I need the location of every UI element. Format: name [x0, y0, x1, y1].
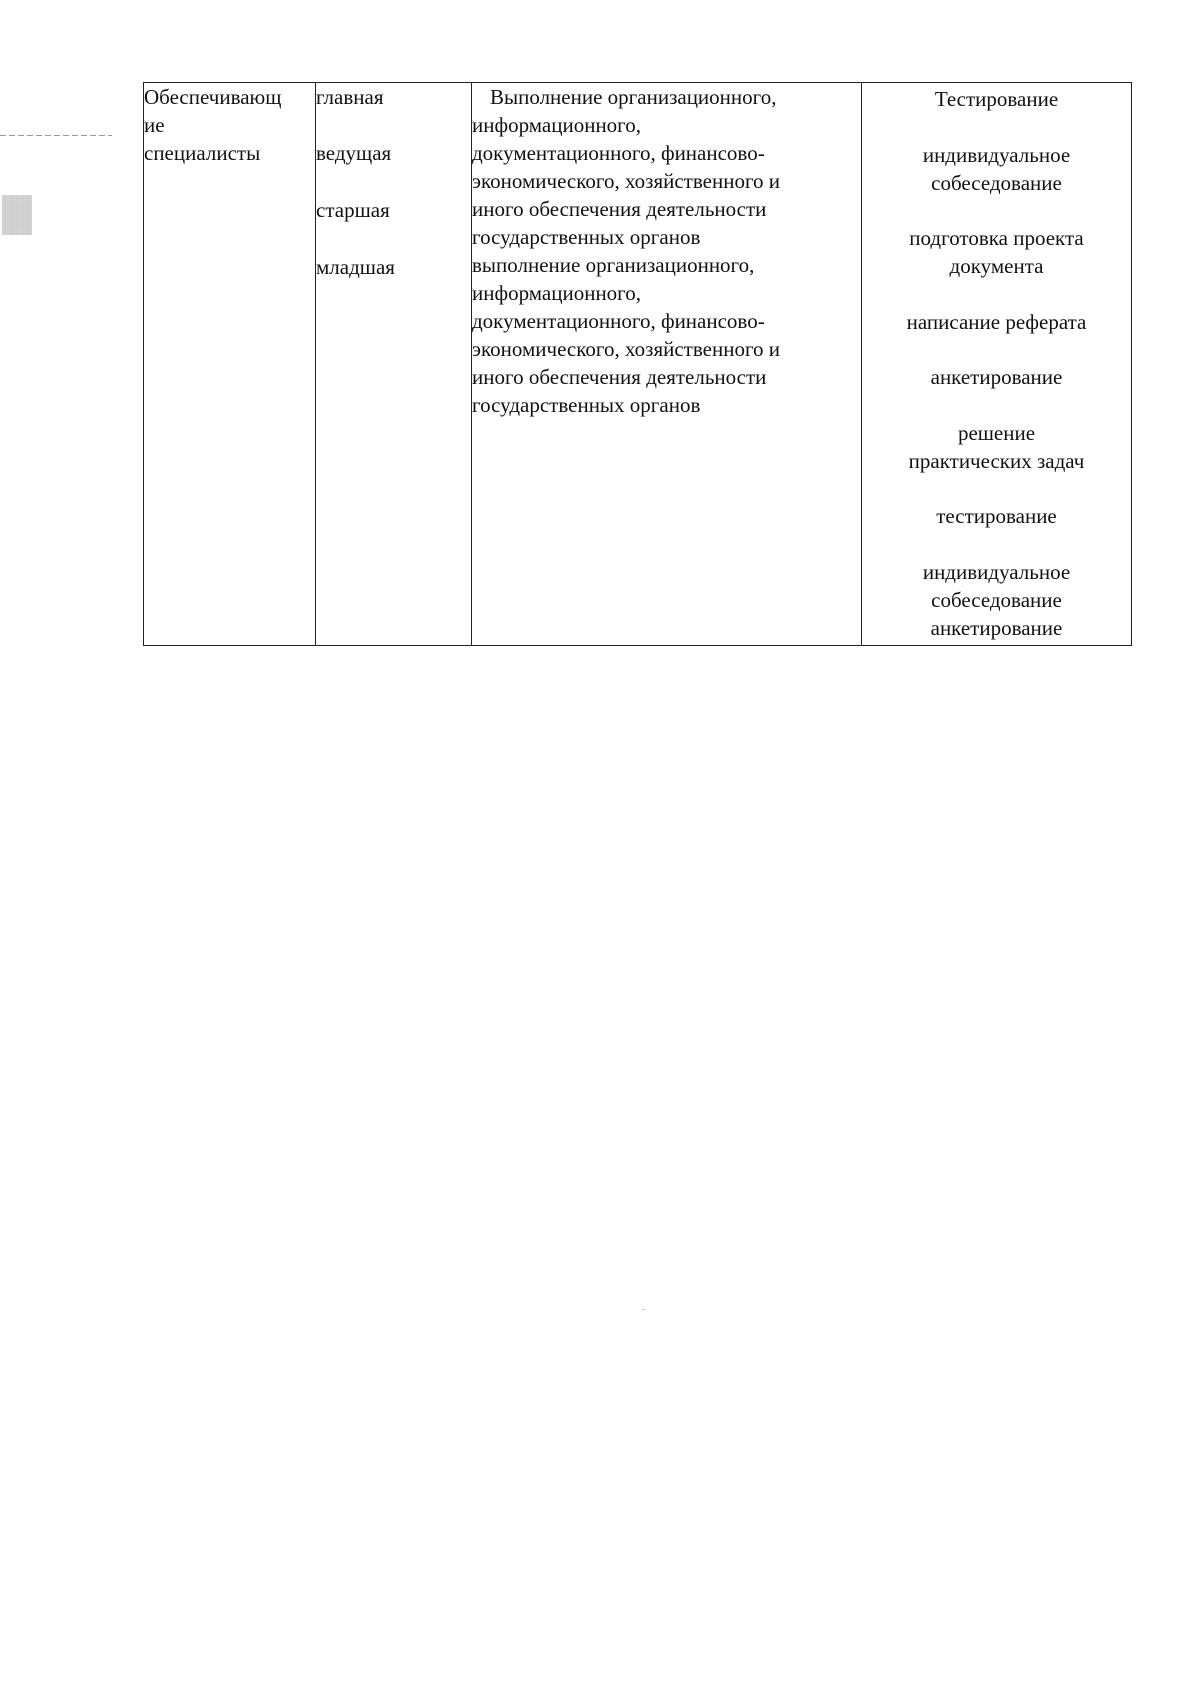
method-item: решение практических задач	[908, 421, 1085, 473]
method-item: анкетирование	[930, 365, 1063, 389]
scan-artifact-line	[0, 135, 112, 136]
group-leading: ведущая	[316, 141, 392, 165]
qualification-table	[143, 82, 1132, 646]
method-item: подготовка проекта документа	[909, 226, 1084, 278]
scan-artifact-speck	[642, 1309, 645, 1310]
method-item: написание реферата	[906, 310, 1087, 334]
position-groups-cell	[316, 83, 472, 646]
group-senior: старшая	[316, 198, 390, 222]
scan-artifact-dots	[2, 195, 32, 235]
category-text-line: Обеспечивающ	[144, 85, 282, 109]
duty-text: Выполнение организационного, информационного, документационного, финансово- экономического, хозяйственного и иного обеспечения деятельности государственных органов	[472, 85, 781, 249]
table-row	[144, 83, 1132, 646]
method-item: Тестирование	[934, 87, 1059, 111]
category-cell	[144, 83, 316, 646]
category-text-line: ие	[144, 113, 165, 137]
duty-text: выполнение организационного, информационного, документационного, финансово- экономического, хозяйственного и иного обеспечения деятельности государственных органов	[472, 253, 781, 417]
duties-cell	[472, 83, 862, 646]
assessment-methods-cell	[862, 83, 1132, 646]
method-item: индивидуальное собеседование анкетирование	[922, 560, 1071, 640]
method-item: тестирование	[936, 504, 1057, 528]
category-text-line: специалисты	[144, 141, 261, 165]
group-main: главная	[316, 85, 384, 109]
method-item: индивидуальное собеседование	[922, 143, 1071, 195]
group-junior: младшая	[316, 255, 395, 279]
